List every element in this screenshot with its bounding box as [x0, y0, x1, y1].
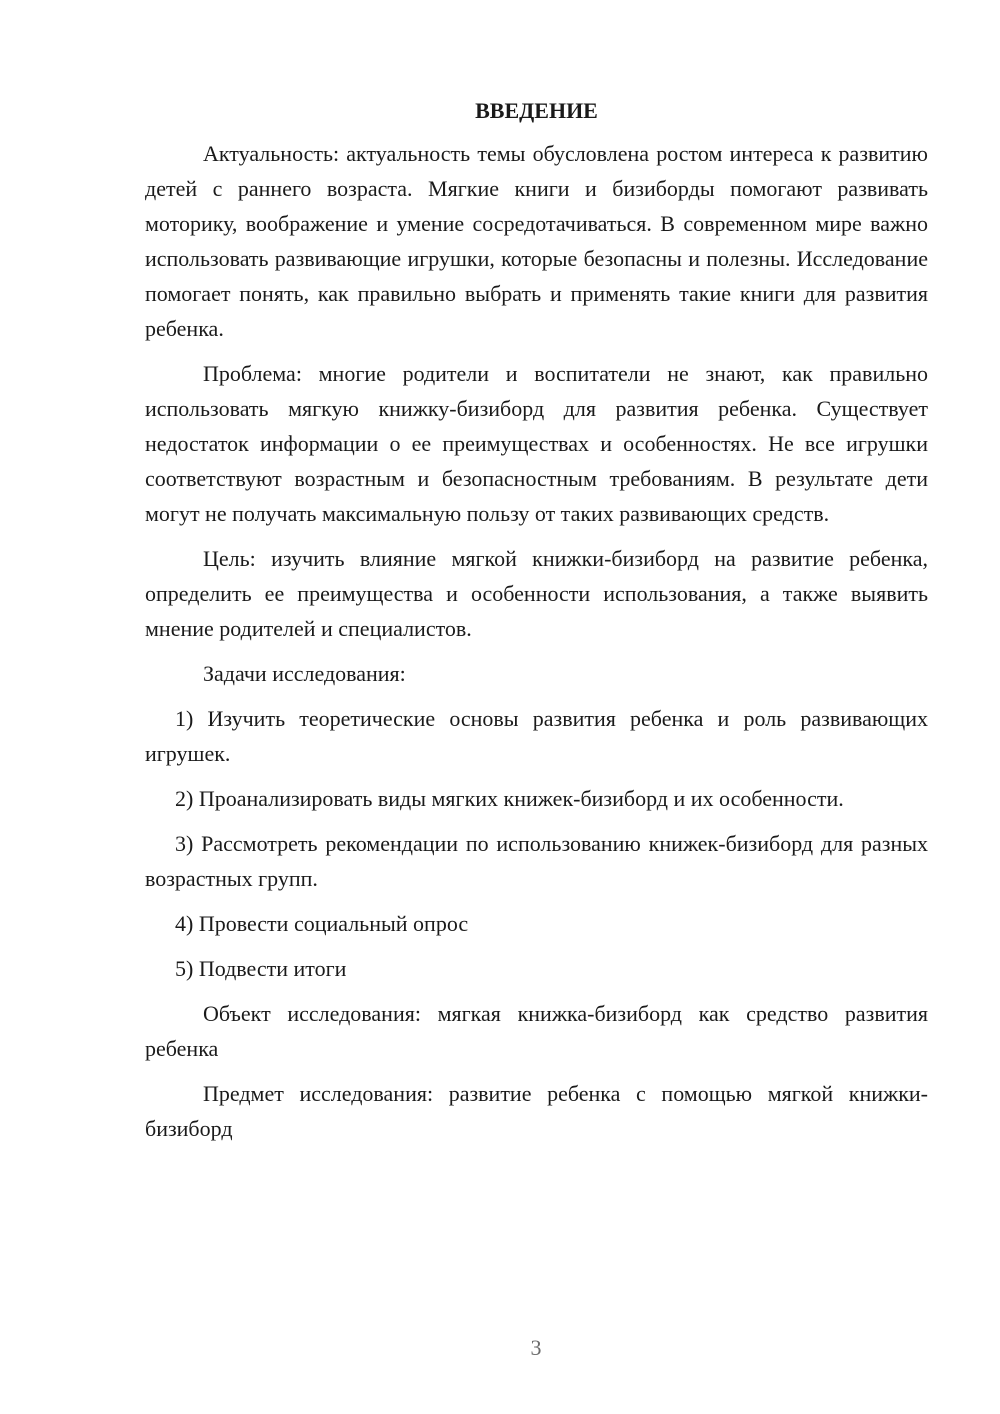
page-number: 3	[530, 1335, 542, 1360]
task-item-4: 4) Провести социальный опрос	[175, 911, 469, 936]
task-item-5: 5) Подвести итоги	[175, 956, 347, 981]
task-item-1: 1) Изучить теоретические основы развития ребенка и роль развивающих игрушек.	[145, 706, 928, 766]
object-paragraph: Объект исследования: мягкая книжка-бизиборд как средство развития ребенка	[145, 1001, 928, 1061]
section-heading: ВВЕДЕНИЕ	[475, 98, 598, 123]
task-item-3: 3) Рассмотреть рекомендации по использованию книжек-бизиборд для разных возрастных групп.	[145, 831, 928, 891]
subject-paragraph: Предмет исследования: развитие ребенка с помощью мягкой книжки-бизиборд	[145, 1081, 928, 1141]
tasks-intro: Задачи исследования:	[203, 661, 406, 686]
goal-paragraph: Цель: изучить влияние мягкой книжки-бизиборд на развитие ребенка, определить ее преимущества и особенности использования, а также выявить мнение родителей и специалистов.	[145, 546, 928, 641]
page-content	[145, 96, 928, 1146]
task-item-2: 2) Проанализировать виды мягких книжек-бизиборд и их особенности.	[175, 786, 844, 811]
problem-paragraph: Проблема: многие родители и воспитатели не знают, как правильно использовать мягкую книжку-бизиборд для развития ребенка. Существует недостаток информации о ее преимуществах и особенностях. Не все игрушки соответствуют возрастным и безопасностным требованиям. В результате дети могут не получать максимальную пользу от таких развивающих средств.	[145, 361, 928, 526]
relevance-paragraph: Актуальность: актуальность темы обусловлена ростом интереса к развитию детей с раннего возраста. Мягкие книги и бизиборды помогают развивать моторику, воображение и умение сосредотачиваться. В современном мире важно использовать развивающие игрушки, которые безопасны и полезны. Исследование помогает понять, как правильно выбрать и применять такие книги для развития ребенка.	[145, 141, 928, 341]
